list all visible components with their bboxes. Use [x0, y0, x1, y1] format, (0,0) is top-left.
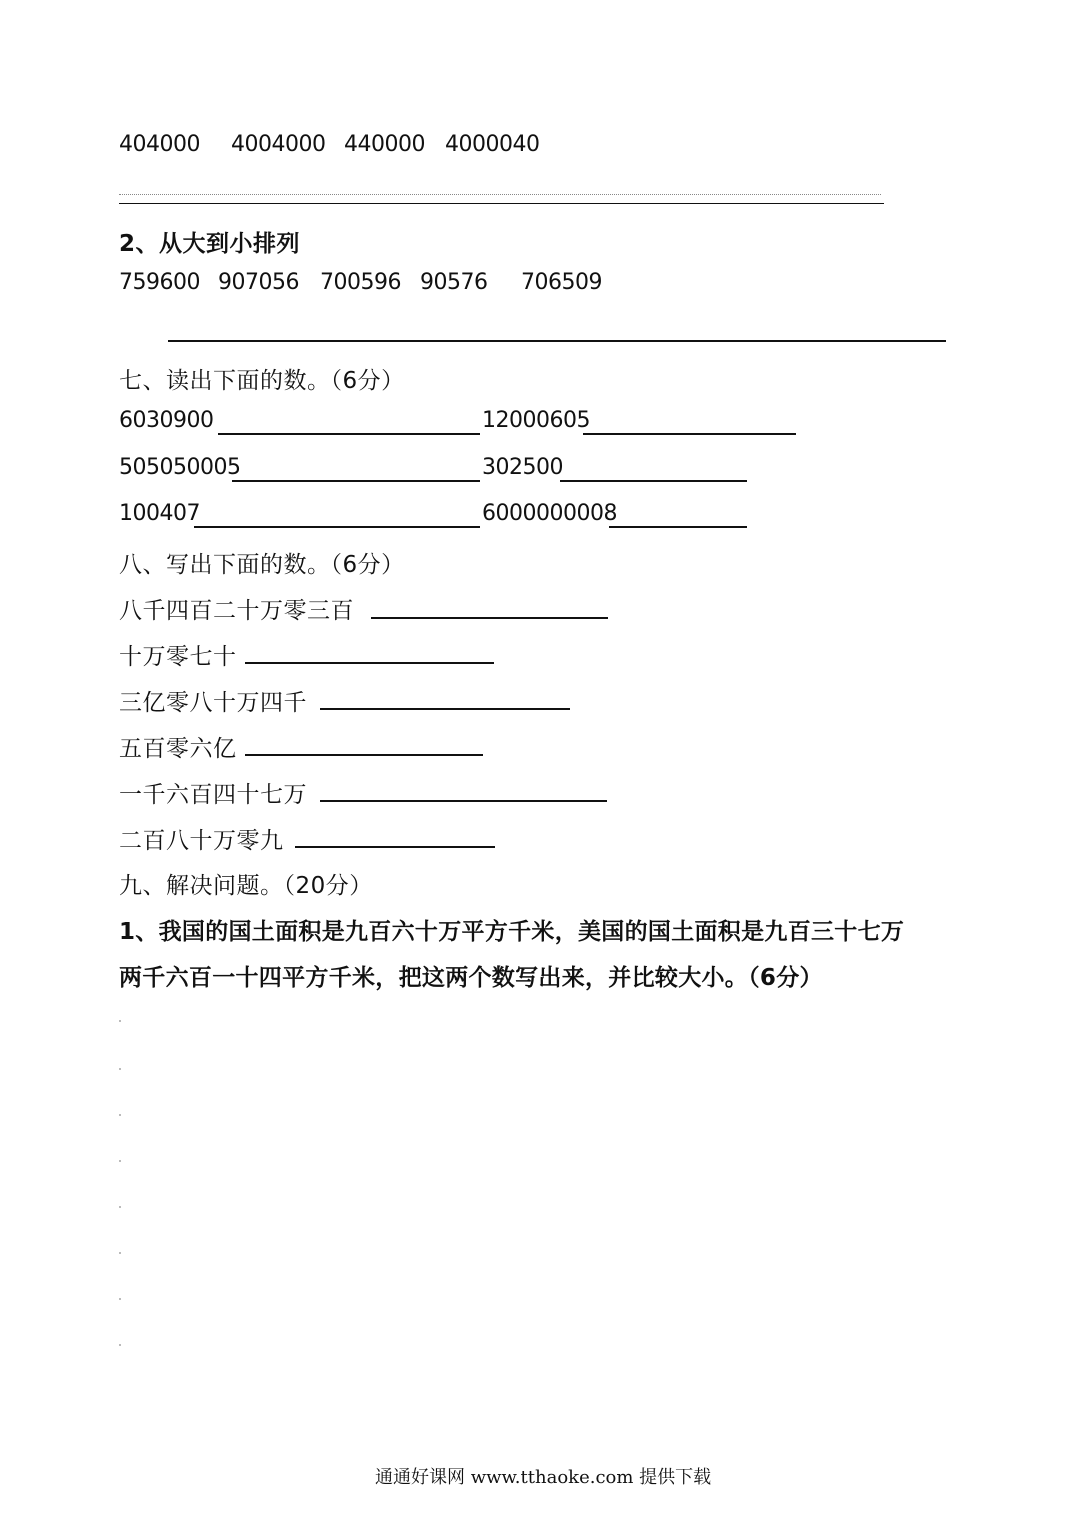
read-number: 100407 — [119, 501, 200, 526]
order-number-3: 700596 — [320, 270, 401, 295]
read-number: 12000605 — [482, 408, 590, 433]
read-answer-line[interactable] — [609, 526, 747, 528]
order-number-5: 706509 — [521, 270, 602, 295]
section7-title: 七、读出下面的数。（6分） — [119, 368, 405, 394]
write-answer-line[interactable] — [320, 800, 607, 802]
write-prompt: 八千四百二十万零三百 — [119, 598, 354, 624]
order-number-4: 90576 — [420, 270, 488, 295]
compare-number-2: 4004000 — [231, 132, 326, 157]
order-title: 2、从大到小排列 — [119, 231, 301, 257]
read-number: 505050005 — [119, 455, 241, 480]
compare-number-1: 404000 — [119, 132, 200, 157]
write-prompt: 一千六百四十七万 — [119, 782, 307, 808]
read-number: 6030900 — [119, 408, 214, 433]
read-answer-line[interactable] — [218, 433, 480, 435]
write-answer-line[interactable] — [245, 754, 483, 756]
answer-space-mark — [119, 1298, 121, 1300]
answer-line-1[interactable] — [119, 203, 884, 204]
read-answer-line[interactable] — [194, 526, 480, 528]
answer-space-mark — [119, 1344, 121, 1346]
answer-line-dotted — [119, 194, 881, 195]
write-prompt: 二百八十万零九 — [119, 828, 284, 854]
answer-line-2[interactable] — [168, 340, 946, 342]
answer-space-mark — [119, 1020, 121, 1022]
read-number: 6000000008 — [482, 501, 617, 526]
section8-title: 八、写出下面的数。（6分） — [119, 552, 405, 578]
write-prompt: 五百零六亿 — [119, 736, 237, 762]
problem-1-line-2: 两千六百一十四平方千米，把这两个数写出来，并比较大小。（6分） — [119, 965, 823, 991]
write-prompt: 十万零七十 — [119, 644, 237, 670]
read-number: 302500 — [482, 455, 563, 480]
compare-number-3: 440000 — [344, 132, 425, 157]
answer-space-mark — [119, 1252, 121, 1254]
order-number-1: 759600 — [119, 270, 200, 295]
write-answer-line[interactable] — [295, 846, 495, 848]
problem-1-line-1: 1、我国的国土面积是九百六十万平方千米，美国的国土面积是九百三十七万 — [119, 919, 905, 945]
order-number-2: 907056 — [218, 270, 299, 295]
footer-text: 通通好课网 www.tthaoke.com 提供下载 — [375, 1467, 712, 1488]
write-prompt: 三亿零八十万四千 — [119, 690, 307, 716]
section9-title: 九、解决问题。（20分） — [119, 873, 373, 899]
answer-space-mark — [119, 1068, 121, 1070]
read-answer-line[interactable] — [232, 480, 480, 482]
answer-space-mark — [119, 1114, 121, 1116]
answer-space-mark — [119, 1206, 121, 1208]
compare-number-4: 4000040 — [445, 132, 540, 157]
answer-space-mark — [119, 1160, 121, 1162]
write-answer-line[interactable] — [371, 617, 608, 619]
write-answer-line[interactable] — [320, 708, 570, 710]
read-answer-line[interactable] — [560, 480, 747, 482]
write-answer-line[interactable] — [245, 662, 494, 664]
read-answer-line[interactable] — [583, 433, 796, 435]
